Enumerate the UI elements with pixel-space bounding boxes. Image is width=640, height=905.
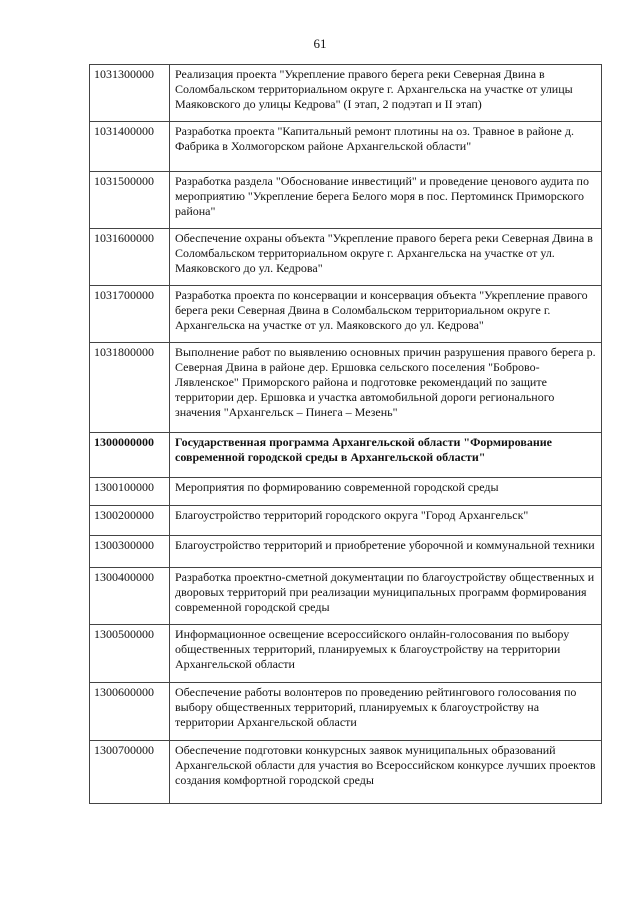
row-description: Мероприятия по формированию современной городской среды [170,478,602,506]
row-code: 1031500000 [90,172,170,229]
row-description: Обеспечение охраны объекта "Укрепление правого берега реки Северная Двина в Соломбальском территориальном округе г. Архангельска на участке от ул. Маяковского до ул. Кедрова" [170,229,602,286]
row-code: 1031400000 [90,122,170,172]
row-code: 1300600000 [90,683,170,741]
table-row [90,286,602,343]
table-row [90,506,602,536]
row-description: Информационное освещение всероссийского онлайн-голосования по выбору общественных территорий, планируемых к благоустройству на территории Архангельской области [170,625,602,683]
row-description: Обеспечение работы волонтеров по проведению рейтингового голосования по выбору общественных территорий, планируемых к благоустройству на территории Архангельской области [170,683,602,741]
row-code: 1300700000 [90,741,170,804]
row-code: 1031800000 [90,343,170,433]
row-description: Разработка проекта "Капитальный ремонт плотины на оз. Травное в районе д. Фабрика в Холмогорском районе Архангельской области" [170,122,602,172]
row-code: 1300400000 [90,568,170,625]
row-code: 1300500000 [90,625,170,683]
table-row [90,122,602,172]
row-code: 1031300000 [90,65,170,122]
row-code: 1031700000 [90,286,170,343]
table-row [90,625,602,683]
row-description: Реализация проекта "Укрепление правого берега реки Северная Двина в Соломбальском территориальном округе г. Архангельска на участке от улицы Маяковского до улицы Кедрова" (I этап, 2 подэтап и II этап) [170,65,602,122]
row-code: 1300000000 [90,433,170,478]
row-code: 1300300000 [90,536,170,568]
row-code: 1031600000 [90,229,170,286]
row-description: Разработка проекта по консервации и консервация объекта "Укрепление правого берега реки Северная Двина в Соломбальском территориальном округе г. Архангельска на участке от ул. Маяковского до ул. Кедрова" [170,286,602,343]
table-row [90,478,602,506]
row-description: Разработка проектно-сметной документации по благоустройству общественных и дворовых территорий при реализации муниципальных программ формирования современной городской среды [170,568,602,625]
table-row [90,172,602,229]
table-row [90,568,602,625]
table-row [90,741,602,804]
row-description: Благоустройство территорий городского округа "Город Архангельск" [170,506,602,536]
table-row [90,229,602,286]
table-row [90,433,602,478]
row-code: 1300200000 [90,506,170,536]
table-row [90,65,602,122]
row-description: Разработка раздела "Обоснование инвестиций" и проведение ценового аудита по мероприятию "Укрепление берега Белого моря в пос. Пертоминск Приморского района" [170,172,602,229]
row-code: 1300100000 [90,478,170,506]
table-body [90,65,602,804]
budget-classification-table [89,64,602,804]
table-row [90,343,602,433]
table-row [90,536,602,568]
row-description: Благоустройство территорий и приобретение уборочной и коммунальной техники [170,536,602,568]
table-row [90,683,602,741]
row-description: Государственная программа Архангельской области "Формирование современной городской среды в Архангельской области" [170,433,602,478]
page-number: 61 [313,36,327,51]
row-description: Обеспечение подготовки конкурсных заявок муниципальных образований Архангельской области для участия во Всероссийском конкурсе лучших проектов создания комфортной городской среды [170,741,602,804]
row-description: Выполнение работ по выявлению основных причин разрушения правого берега р. Северная Двина в районе дер. Ершовка сельского поселения "Боброво-Лявленское" Приморского района и подготовке рекомендаций по защите территории дер. Ершовка и участка автомобильной дороги регионального значения "Архангельск – Пинега – Мезень" [170,343,602,433]
